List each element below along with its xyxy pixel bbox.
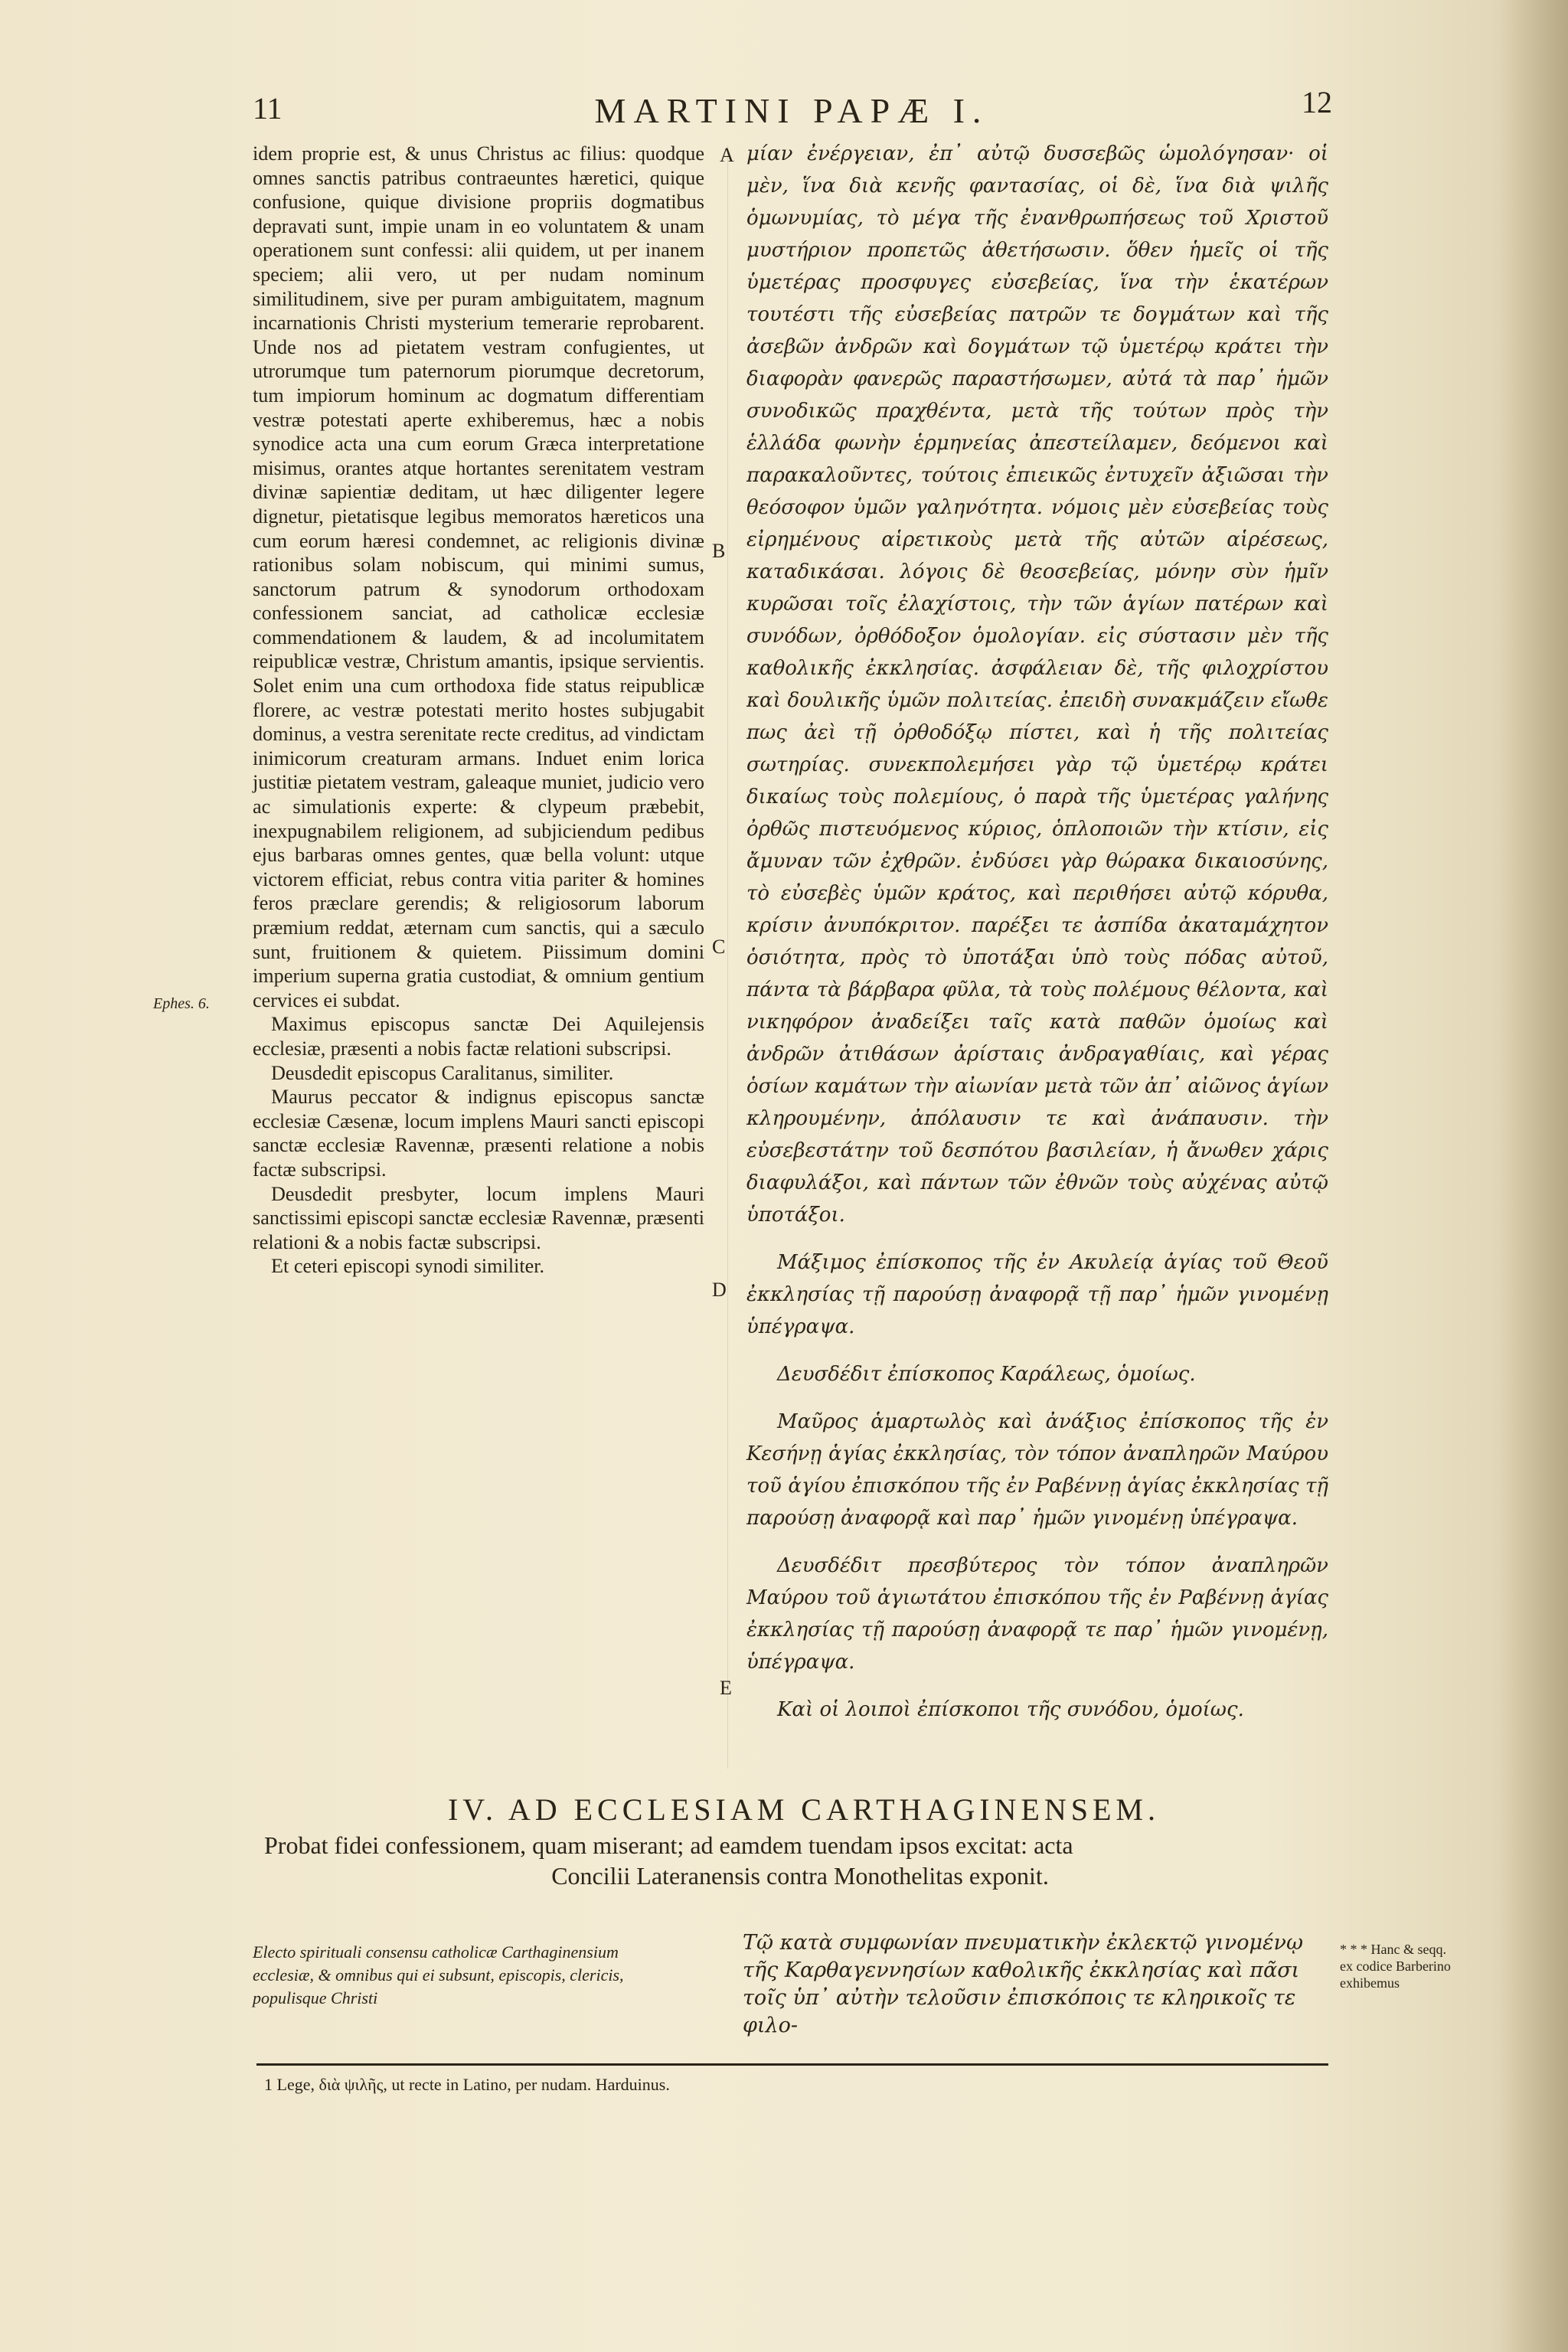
column-divider (727, 145, 728, 1769)
greek-address: Τῷ κατὰ συμφωνίαν πνευματικὴν ἐκλεκτῷ γινομένῳ τῆς Καρθαγεννησίων καθολικῆς ἐκκλησίας καὶ πᾶσι τοῖς ὑπ᾽ αὐτὴν τελοῦσιν ἐπισκόποις τε κληρικοῖς τε φιλο- (743, 1931, 1303, 2037)
margin-letter: C (712, 936, 726, 958)
greek-signature: Δευσδέδιτ ἐπίσκοπος Καράλεως, ὁμοίως. (777, 1363, 1196, 1386)
page-edge-shadow (1499, 0, 1568, 2352)
margin-letter: D (712, 1279, 727, 1301)
greek-signature: Μάξιμος ἐπίσκοπος τῆς ἐν Ακυλείᾳ ἁγίας τοῦ Θεοῦ ἐκκλησίας τῇ παρούσῃ ἀναφορᾷ τῇ παρ᾽ ἡμῶν γινομένῃ ὑπέγραψα. (746, 1251, 1328, 1338)
greek-column (746, 138, 1328, 1726)
margin-letter: B (712, 540, 726, 562)
summary-line: Probat fidei confessionem, quam miserant; ad eamdem tuendam ipsos excitat: acta (264, 1831, 1073, 1859)
source-note: * * * Hanc & seqq. ex codice Barberino exhibemus (1340, 1942, 1451, 1991)
marginal-reference: Ephes. 6. (153, 995, 210, 1012)
margin-letter: E (720, 1677, 732, 1699)
greek-body: μίαν ἐνέργειαν, ἐπ᾽ αὐτῷ δυσσεβῶς ὡμολόγησαν· οἱ μὲν, ἵνα διὰ κενῆς φαντασίας, οἱ δὲ, ἵνα διὰ ψιλῆς ὁμωνυμίας, τὸ μέγα τῆς ἐνανθρωπήσεως τοῦ Χριστοῦ μυστήριον προπετῶς ἀθετήσωσιν. ὅθεν ἡμεῖς οἱ τῆς ὑμετέρας προσφυγες εὐσεβείας, ἵνα τὴν ἑκατέρων τουτέστι τῆς εὐσεβείας πατρῶν τε δογμάτων καὶ τῆς ἀσεβῶν ἀνδρῶν καὶ δογμάτων τῷ ὑμετέρῳ κράτει τὴν διαφορὰν φανερῶς παραστήσωμεν, αὐτά τὰ παρ᾽ ἡμῶν συνοδικῶς πραχθέντα, μετὰ τῆς τούτων πρὸς τὴν ἑλλάδα φωνὴν ἑρμηνείας ἀπεστείλαμεν, δεόμενοι καὶ παρακαλοῦντες, τούτοις ἐπιεικῶς ἐντυχεῖν ἀξιῶσαι τὴν θεόσοφον ὑμῶν γαληνότητα. νόμοις μὲν εὐσεβείας τοὺς εἰρημένους αἱρετικοὺς μετὰ τῆς αὐτῶν αἱρέσεως, καταδικάσαι. λόγοις δὲ θεοσεβείας, μόνην σὺν ἡμῖν κυρῶσαι τοῖς ἐλαχίστοις, τὴν τῶν ἁγίων πατέρων καὶ συνόδων, ὀρθόδοξον ὁμολογίαν. εἰς σύστασιν μὲν τῆς καθολικῆς ἐκκλησίας. ἀσφάλειαν δὲ, τῆς φιλοχρίστου καὶ δουλικῆς ὑμῶν πολιτείας. ἐπειδὴ συνακμάζειν εἴωθε πως ἀεὶ τῇ ὀρθοδόξῳ πίστει, καὶ ἡ τῆς πολιτείας σωτηρίας. συνεκπολεμήσει γὰρ τῷ ὑμετέρῳ κράτει δικαίως τοὺς πολεμίους, ὁ παρὰ τῆς ὑμετέρας γαλήνης ὀρθῶς πιστευόμενος κύριος, ὁπλοποιῶν τὴν κτίσιν, εἰς ἄμυναν τῶν ἐχθρῶν. ἐνδύσει γὰρ θώρακα δικαιοσύνης, τὸ εὐσεβὲς ὑμῶν κράτος, καὶ περιθήσει αὐτῷ κόρυθα, κρίσιν ἀνυπόκριτον. παρέξει τε ἀσπίδα ἀκαταμάχητον ὁσιότητα, πρὸς τὸ ὑποτάξαι ὑπὸ τοὺς πόδας αὐτοῦ, πάντα τὰ βάρβαρα φῦλα, τὰ τοὺς πολέμους θέλοντα, καὶ νικηφόρον ἀναδείξει ταῖς κατὰ παθῶν ὁμοίως καὶ ἀνδρῶν ἀτιθάσων ἀρίσταις ἀνδραγαθίαις, καὶ γέρας ὁσίων καμάτων τὴν αἰωνίαν μετὰ τῶν ἀπ᾽ αἰῶνος ἁγίων κληρουμένην, ἀπόλαυσιν τε καὶ ἀνάπαυσιν. τὴν εὐσεβεστάτην τοῦ δεσπότου βασιλείαν, ἡ ἄνωθεν χάρις διαφυλάξοι, καὶ πάντων τῶν ἐθνῶν τοὺς αὐχένας αὐτῷ ὑποτάξοι. (746, 142, 1328, 1227)
latin-signature: Maximus episcopus sanctæ Dei Aquilejensis ecclesiæ, præsenti a nobis factæ relationi subscripsi. (253, 1013, 704, 1060)
latin-body: idem proprie est, & unus Christus ac filius: quodque omnes sanctis patribus contraeuntes hæretici, quique confusione, quique divisione propriis dogmatibus depravati sunt, impie unam in eo voluntatem & unam operationem sunt confessi: alii quidem, ut per inanem speciem; alii vero, ut per nudam nominum similitudinem, sive per puram ambiguitatem, magnum incarnationis Christi mysterium temerarie reprobarent. Unde nos ad pietatem vestram confugientes, ut utrorumque tum paternorum piorumque decretorum, tum impiorum hominum ac dogmatum differentiam vestræ potestati aperte exhiberemus, hæc a nobis synodice acta una cum eorum Græca interpretatione misimus, orantes atque hortantes serenitatem vestram divinæ sapientiæ deditam, ut hæc diligenter legere dignetur, pietatisque legibus memoratos hæreticos una cum eorum hæresi condemnet, ac religionis divinæ rationibus solam nobiscum, qui minimi sumus, sanctorum patrum & synodorum orthodoxam confessionem sanciat, ad catholicæ ecclesiæ commendationem & laudem, & ad incolumitatem reipublicæ vestræ, Christum amantis, ipsique servientis. Solet enim una cum orthodoxa fide status reipublicæ florere, ac vestræ potestati merito hostes subjugabit dominus, a vestra serenitate recte creditus, ad vindictam inimicorum creaturam armans. Induet enim lorica justitiæ pietatem vestram, galeaque muniet, judicio vero ac simulationis experte: & clypeum præbebit, inexpugnabilem religionem, ad subjiciendum pedibus ejus barbaras omnes gentes, quæ bella volunt: utque victorem efficiat, rebus contra vitia pariter & homines feros præclare gerendis; & religiosorum laborum præmium reddat, æternam cum sanctis, qui a sæculo sunt, fruitionem & quietem. Piissimum domini imperium superna gratia custodiat, & omnium gentium cervices ei subdat. (253, 142, 704, 1011)
right-page-number: 12 (1302, 85, 1332, 119)
latin-signature: Maurus peccator & indignus episcopus sanctæ ecclesiæ Cæsenæ, locum implens Mauri sancti episcopi sanctæ ecclesiæ Ravennæ, præsenti relatione a nobis factæ subscripsi. (253, 1086, 704, 1181)
margin-letter: A (720, 144, 734, 166)
footnote: 1 Lege, διὰ ψιλῆς, ut recte in Latino, per nudam. Harduinus. (264, 2075, 670, 2094)
footnote-rule (256, 2063, 1328, 2066)
section-summary (264, 1830, 1336, 1891)
greek-signature: Δευσδέδιτ πρεσβύτερος τὸν τόπον ἀναπληρῶν Μαύρου τοῦ ἁγιωτάτου ἐπισκόπου τῆς ἐν Ραβέννῃ ἁγίας ἐκκλησίας τῇ παρούσῃ ἀναφορᾷ τε παρ᾽ ἡμῶν γινομένῃ, ὑπέγραψα. (746, 1554, 1328, 1674)
greek-signature: Μαῦρος ἁμαρτωλὸς καὶ ἀνάξιος ἐπίσκοπος τῆς ἐν Κεσήνῃ ἁγίας ἐκκλησίας, τὸν τόπον ἀναπληρῶν Μαύρου τοῦ ἁγίου ἐπισκόπου τῆς ἐν Ραβέννῃ ἁγίας ἐκκλησίας τῇ παρούσῃ ἀναφορᾷ καὶ παρ᾽ ἡμῶν γινομένῃ ὑπέγραψα. (746, 1410, 1328, 1530)
latin-signature: Et ceteri episcopi synodi similiter. (271, 1255, 545, 1278)
latin-address: Electo spirituali consensu catholicæ Carthaginensium ecclesiæ, & omnibus qui ei subsunt, episcopis, clericis, populisque Christi (253, 1942, 624, 2007)
latin-signature: Deusdedit episcopus Caralitanus, similiter. (271, 1061, 614, 1084)
summary-line: Concilii Lateranensis contra Monothelitas exponit. (551, 1862, 1049, 1890)
running-head: MARTINI PAPÆ I. (594, 91, 989, 130)
section-heading: IV. AD ECCLESIAM CARTHAGINENSEM. (447, 1792, 1160, 1827)
left-page-number: 11 (253, 91, 283, 126)
latin-signature: Deusdedit presbyter, locum implens Mauri sanctissimi episcopi sanctæ ecclesiæ Ravennæ, præsenti relationi & a nobis factæ subscripsi. (253, 1182, 704, 1253)
latin-column (253, 142, 704, 1279)
greek-signature: Καὶ οἱ λοιποὶ ἐπίσκοποι τῆς συνόδου, ὁμοίως. (777, 1698, 1244, 1721)
